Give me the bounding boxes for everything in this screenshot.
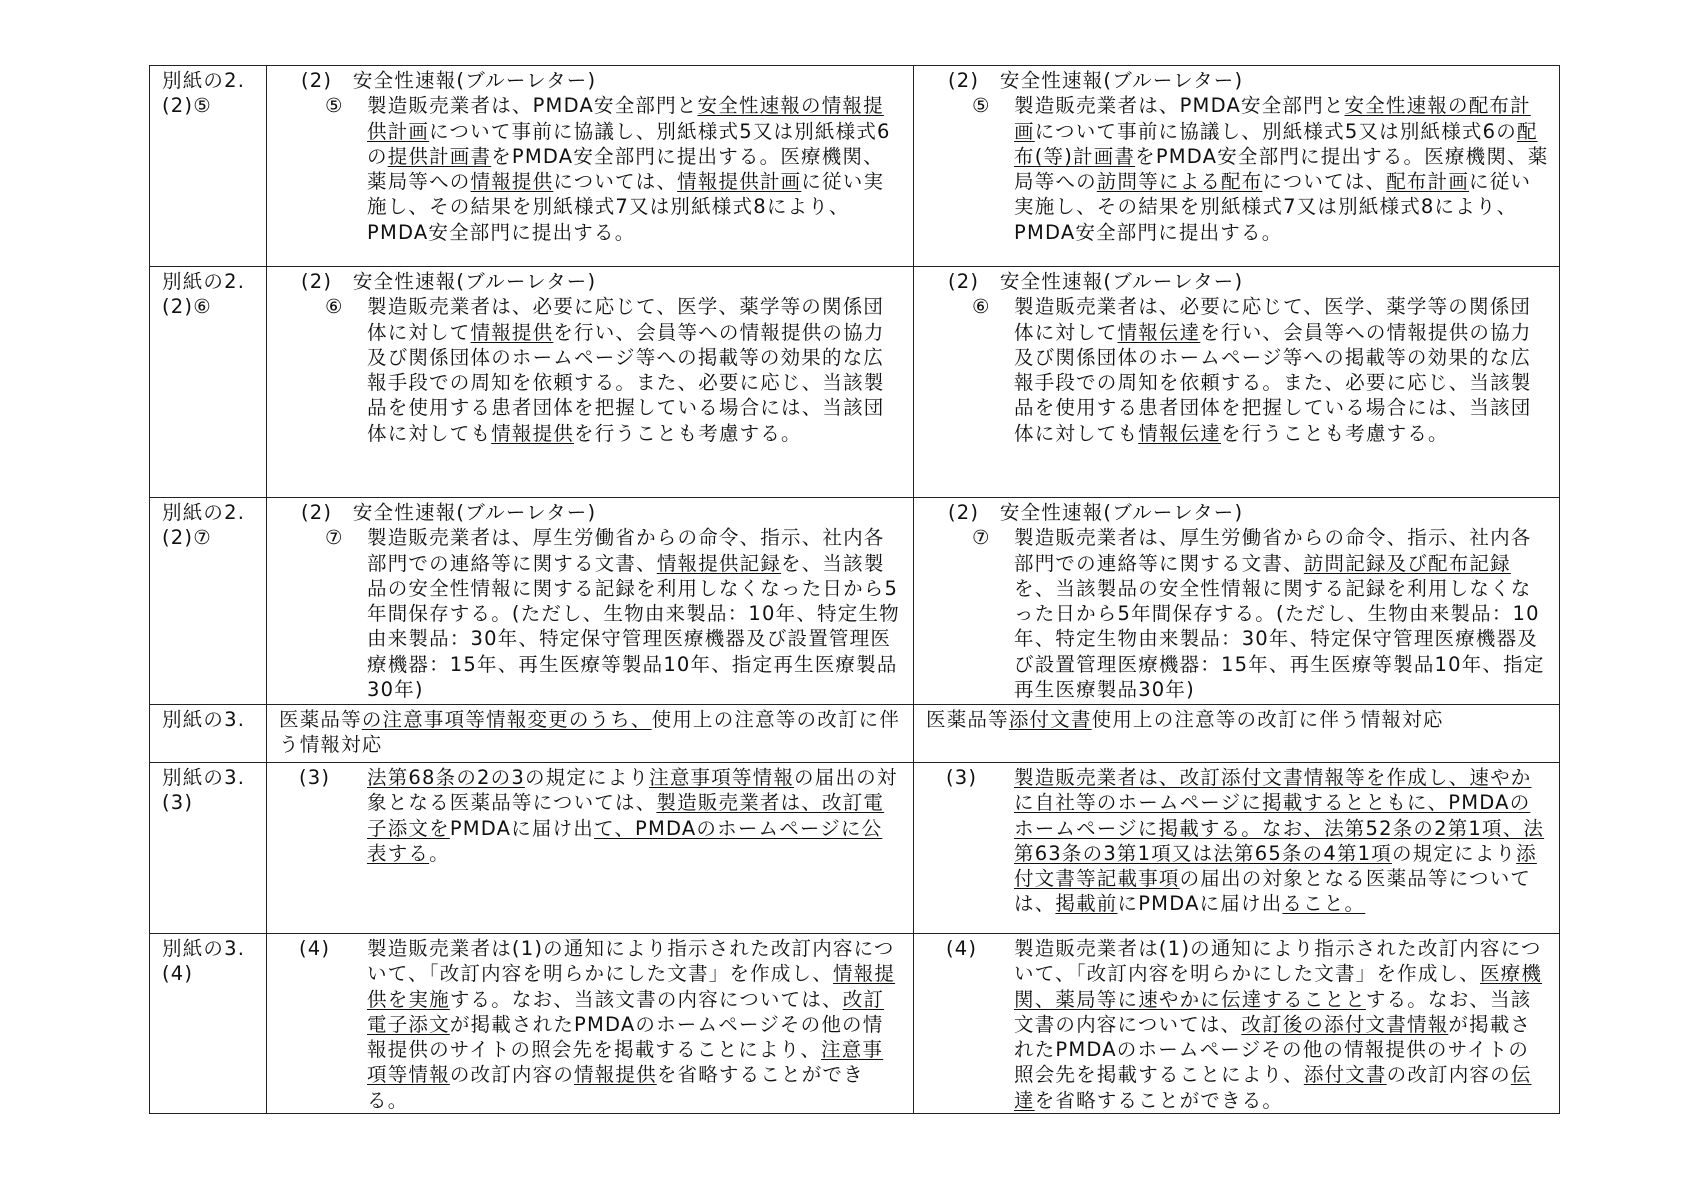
- text-segment: PMDAに届け出: [449, 816, 595, 840]
- section-heading: (2) 安全性速報(ブルーレター): [301, 69, 597, 92]
- text-segment: が掲載されたPMDAのホームページその他の情報提供のサイトの照会先を掲載することにより、: [1014, 1012, 1532, 1087]
- item-body: [267, 765, 913, 866]
- item-marker: ⑦: [972, 526, 991, 550]
- text-segment: については、: [553, 170, 678, 194]
- underlined-text: 情報提供: [574, 1063, 657, 1087]
- item-body: [914, 294, 1559, 446]
- text-segment: をPMDA安全部門に提出する。医療機関、薬局等への: [1014, 144, 1549, 194]
- text-segment: について事前に協議し、別紙様式5又は別紙様式6の: [1034, 119, 1517, 143]
- text-segment: に従い実施し、その結果を別紙様式7又は別紙様式8により、PMDA安全部門に提出する。: [1014, 170, 1532, 244]
- revised-text-cell: [267, 705, 914, 763]
- text-segment: 製造販売業者は、必要に応じて、医学、薬学等の関係団体に対して: [1014, 295, 1532, 344]
- item-body: [914, 93, 1559, 245]
- item-marker: ⑦: [325, 526, 344, 550]
- table-row: [150, 705, 1560, 763]
- underlined-text: 情報提供記録: [656, 551, 782, 575]
- text-segment: する。なお、当該文書の内容については、: [1014, 987, 1532, 1036]
- underlined-text: 製造販売業者は、改訂電子添文を: [367, 791, 885, 840]
- item-marker: (3): [946, 766, 978, 789]
- underlined-text: 注意事項等情報: [649, 766, 795, 789]
- underlined-text: て、PMDAのホームページに公表する: [367, 816, 883, 865]
- text-segment: 使用上の注意等の改訂に伴う情報対応: [279, 708, 901, 757]
- comparison-table: [149, 65, 1560, 1114]
- section-label-line: (4): [162, 962, 194, 986]
- current-text-cell: [914, 267, 1560, 498]
- section-label-line: (3): [162, 791, 194, 815]
- text-segment: の改訂内容の: [449, 1063, 575, 1087]
- text-segment: する。なお、当該文書の内容については、: [449, 987, 843, 1011]
- text-segment: 製造販売業者は(1)の通知により指示された改訂内容について、「改訂内容を明らかにした文書」を作成し、: [367, 937, 895, 986]
- text-segment: 製造販売業者は、PMDA安全部門と: [1014, 94, 1345, 118]
- underlined-text: 情報伝達: [1117, 320, 1201, 344]
- text-segment: 製造販売業者は、必要に応じて、医学、薬学等の関係団体に対して: [367, 295, 885, 344]
- text-segment: を行うことも考慮する。: [1221, 421, 1449, 445]
- item-body: [914, 765, 1559, 917]
- current-text-cell: [914, 934, 1560, 1114]
- text-segment: にPMDAに届け出: [1117, 892, 1283, 916]
- underlined-text: 改訂後の添付文書情報: [1241, 1012, 1449, 1036]
- section-label-cell: [150, 763, 267, 934]
- underlined-text: 安全性速報の配布計画: [1014, 94, 1531, 143]
- item-marker: ⑥: [972, 295, 991, 319]
- current-text-cell: [914, 705, 1560, 763]
- underlined-text: ること。: [1282, 892, 1366, 916]
- text-segment: 使用上の注意等の改訂に伴う情報対応: [1091, 708, 1444, 731]
- text-segment: の規定により: [1391, 841, 1517, 865]
- item-body: [267, 525, 913, 702]
- section-label-cell: [150, 705, 267, 763]
- revised-text-cell: [267, 934, 914, 1114]
- section-heading: (2) 安全性速報(ブルーレター): [948, 69, 1244, 92]
- underlined-text: 安全性速報の情報提供計画: [367, 94, 884, 143]
- text-segment: を行い、会員等への情報提供の協力及び関係団体のホームページ等への掲載等の効果的な広報手段での周知を依頼する。また、必要に応じ、当該製品を使用する患者団体を把握している場合には、当該団体に対しても: [367, 320, 885, 445]
- text-segment: をPMDA安全部門に提出する。医療機関、薬局等への: [367, 144, 884, 194]
- text-segment: の規定により: [524, 766, 650, 789]
- section-heading: (2) 安全性速報(ブルーレター): [301, 270, 597, 293]
- section-label-line: (2)⑦: [162, 526, 212, 550]
- table-row: [150, 66, 1560, 267]
- section-label-line: 別紙の3.: [162, 766, 246, 789]
- text-segment: を、当該製品の安全性情報に関する記録を利用しなくなった日から5年間保存する。(ただし、生物由来製品：10年、特定生物由来製品：30年、特定保守管理医療機器及び設置管理医療機器：15年、再生医療等製品10年、指定再生医療製品30年): [1014, 576, 1545, 702]
- item-marker: (3): [299, 766, 331, 789]
- underlined-text: 情報伝達: [1138, 421, 1222, 445]
- underlined-text: 訪問等による配布: [1096, 170, 1263, 194]
- section-heading: (2) 安全性速報(ブルーレター): [948, 501, 1244, 524]
- underlined-text: 配布(等)計画書: [1014, 119, 1538, 168]
- section-label-line: (2)⑤: [162, 94, 212, 118]
- underlined-text: 注意事項等情報: [367, 1038, 884, 1087]
- text-segment: 製造販売業者は、PMDA安全部門と: [367, 94, 698, 118]
- text-segment: に従い実施し、その結果を別紙様式7又は別紙様式8により、PMDA安全部門に提出する。: [367, 170, 885, 244]
- current-text-cell: [914, 66, 1560, 267]
- table-row: [150, 934, 1560, 1114]
- section-label-line: 別紙の3.: [162, 937, 246, 960]
- item-body: [267, 93, 913, 245]
- item-marker: ⑤: [972, 94, 991, 118]
- section-label-cell: [150, 66, 267, 267]
- text-segment: を省略することができる。: [367, 1063, 864, 1112]
- text-segment: の届出の対象となる医薬品等については、: [367, 766, 898, 815]
- section-heading: (2) 安全性速報(ブルーレター): [301, 501, 597, 524]
- section-label-line: (2)⑥: [162, 295, 212, 319]
- text-segment: の届出の対象となる医薬品等については、: [1014, 867, 1532, 916]
- underlined-text: 訪問記録及び配布記録: [1303, 551, 1511, 575]
- underlined-text: 製造販売業者は、改訂添付文書情報等を作成し、速やかに自社等のホームページに掲載するとともに、PMDAのホームページに掲載する。なお、法第52条の2第1項、法第63条の3第1項又は法第65条の4第1項: [1014, 766, 1545, 865]
- revised-text-cell: [267, 498, 914, 705]
- text-segment: について事前に協議し、別紙様式5又は別紙様式6の: [367, 119, 891, 168]
- underlined-text: 提供計画書: [387, 144, 492, 168]
- text-segment: の改訂内容の: [1386, 1063, 1511, 1087]
- text-segment: 医薬品等: [926, 708, 1009, 731]
- revised-text-cell: [267, 267, 914, 498]
- current-text-cell: [914, 498, 1560, 705]
- underlined-text: 配布計画: [1386, 170, 1470, 194]
- underlined-text: 伝達: [1014, 1063, 1532, 1112]
- text-segment: 製造販売業者は(1)の通知により指示された改訂内容について、「改訂内容を明らかにした文書」を作成し、: [1014, 937, 1542, 986]
- text-segment: 医薬品等: [279, 708, 362, 731]
- section-label-cell: [150, 934, 267, 1114]
- section-label-line: 別紙の2.: [162, 69, 246, 92]
- revised-text-cell: [267, 66, 914, 267]
- text-segment: を、当該製品の安全性情報に関する記録を利用しなくなった日から5年間保存する。(ただし、生物由来製品：10年、特定生物由来製品：30年、特定保守管理医療機器及び設置管理医療機器：15年、再生医療等製品10年、指定再生医療製品30年): [367, 551, 900, 702]
- current-text-cell: [914, 763, 1560, 934]
- text-segment: 製造販売業者は、厚生労働省からの命令、指示、社内各部門での連絡等に関する文書、: [1014, 526, 1532, 575]
- section-heading: (2) 安全性速報(ブルーレター): [948, 270, 1244, 293]
- underlined-text: 情報提供を実施: [367, 962, 896, 1011]
- underlined-text: 医療機関、薬局等に速やかに伝達することと: [1014, 962, 1543, 1011]
- item-marker: ⑥: [325, 295, 344, 319]
- item-body: [267, 707, 913, 758]
- section-label-cell: [150, 267, 267, 498]
- underlined-text: 法第68条の2の3: [367, 766, 525, 789]
- text-segment: を行うことも考慮する。: [574, 421, 802, 445]
- table-row: [150, 763, 1560, 934]
- underlined-text: 添付文書: [1008, 708, 1092, 731]
- underlined-text: 情報提供計画: [677, 170, 802, 194]
- section-label-line: 別紙の2.: [162, 501, 246, 524]
- item-marker: (4): [946, 937, 978, 960]
- item-marker: (4): [299, 937, 331, 960]
- text-segment: を省略することができる。: [1034, 1088, 1284, 1112]
- item-body: [267, 294, 913, 446]
- item-body: [267, 936, 913, 1113]
- text-segment: 。: [429, 841, 450, 865]
- underlined-text: 情報提供: [470, 320, 554, 344]
- section-label-line: 別紙の2.: [162, 270, 246, 293]
- underlined-text: 掲載前: [1055, 892, 1118, 916]
- text-segment: については、: [1262, 170, 1387, 194]
- underlined-text: の注意事項等情報変更のうち、: [361, 708, 652, 731]
- item-body: [914, 936, 1559, 1113]
- text-segment: 製造販売業者は、厚生労働省からの命令、指示、社内各部門での連絡等に関する文書、: [367, 526, 885, 575]
- underlined-text: 情報提供: [470, 170, 554, 194]
- text-segment: を行い、会員等への情報提供の協力及び関係団体のホームページ等への掲載等の効果的な広報手段での周知を依頼する。また、必要に応じ、当該製品を使用する患者団体を把握している場合には、当該団体に対しても: [1014, 320, 1532, 445]
- underlined-text: 改訂電子添文: [367, 987, 885, 1036]
- table-row: [150, 498, 1560, 705]
- underlined-text: 添付文書: [1303, 1063, 1387, 1087]
- item-body: [914, 707, 1559, 732]
- section-label-cell: [150, 498, 267, 705]
- underlined-text: 添付文書等記載事項: [1014, 841, 1537, 891]
- item-marker: ⑤: [325, 94, 344, 118]
- section-label-line: 別紙の3.: [162, 708, 246, 731]
- underlined-text: 情報提供: [491, 421, 575, 445]
- item-body: [914, 525, 1559, 702]
- table-row: [150, 267, 1560, 498]
- text-segment: が掲載されたPMDAのホームページその他の情報提供のサイトの照会先を掲載することにより、: [367, 1012, 884, 1062]
- revised-text-cell: [267, 763, 914, 934]
